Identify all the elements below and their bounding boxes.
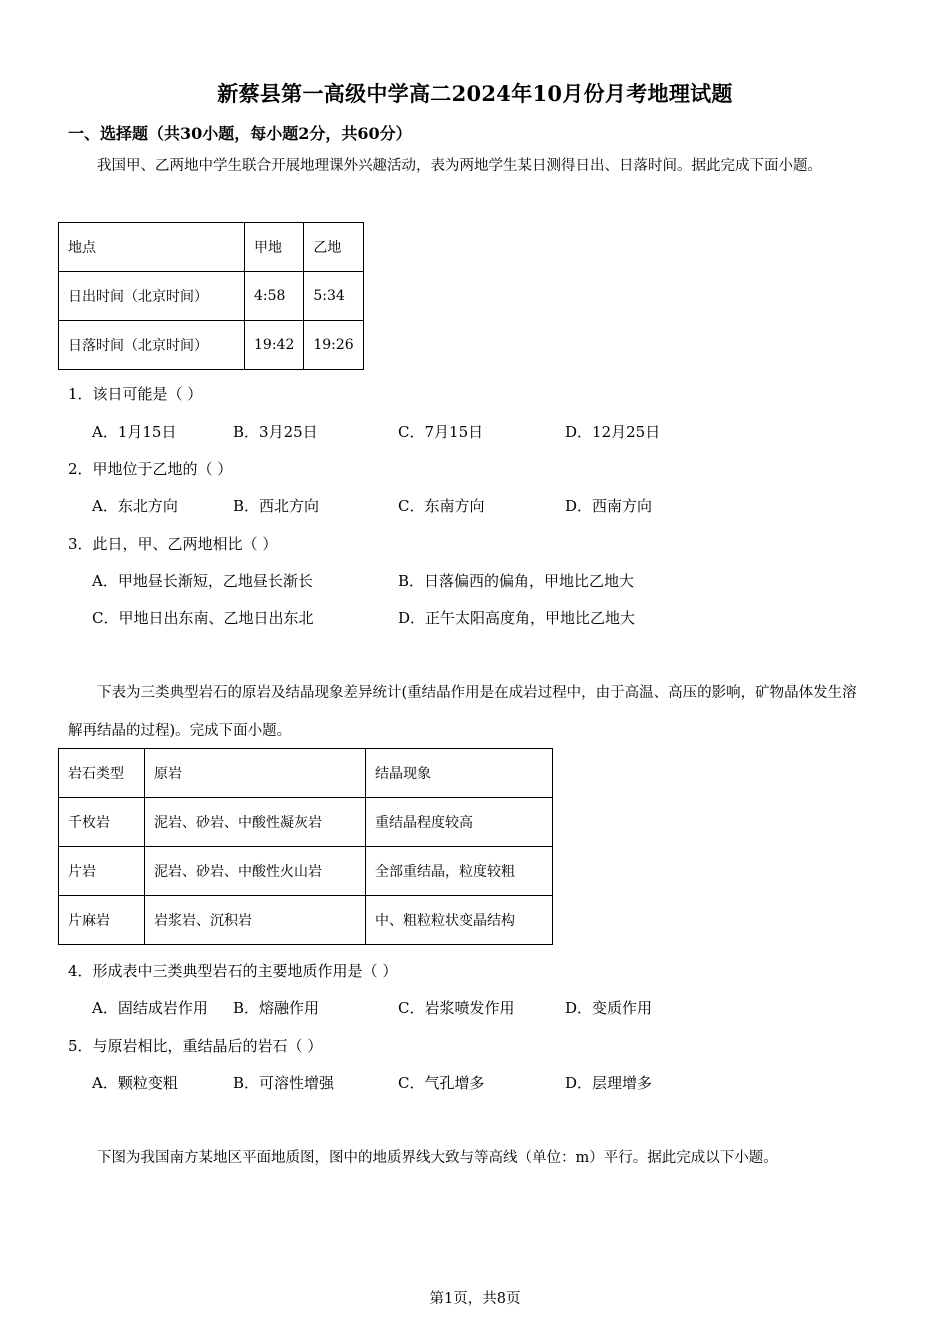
table-cell: 岩浆岩、沉积岩 (145, 896, 366, 945)
table-row (59, 847, 553, 896)
table-cell: 全部重结晶，粒度较粗 (366, 847, 553, 896)
table-cell: 片岩 (59, 847, 145, 896)
table-row (59, 223, 364, 272)
table-row (59, 272, 364, 321)
q5-option-c: C．气孔增多 (398, 1074, 485, 1092)
q1-option-a: A．1月15日 (92, 423, 177, 441)
table-cell: 4:58 (245, 272, 304, 321)
table-cell: 日落时间（北京时间） (59, 321, 245, 370)
table-row (59, 749, 553, 798)
q4-option-c: C．岩浆喷发作用 (398, 999, 515, 1017)
rock-table (58, 748, 553, 945)
q4-option-d: D．变质作用 (565, 999, 653, 1017)
q1-option-b: B．3月25日 (233, 423, 318, 441)
q5-option-a: A．颗粒变粗 (92, 1074, 178, 1092)
q1-option-d: D．12月25日 (565, 423, 661, 441)
q4-option-a: A．固结成岩作用 (92, 999, 208, 1017)
table-cell: 重结晶程度较高 (366, 798, 553, 847)
q4-option-b: B．熔融作用 (233, 999, 320, 1017)
table-cell: 地点 (59, 223, 245, 272)
table-cell: 泥岩、砂岩、中酸性凝灰岩 (145, 798, 366, 847)
q1-option-c: C．7月15日 (398, 423, 484, 441)
table-row (59, 798, 553, 847)
q3-option-a: A．甲地昼长渐短，乙地昼长渐长 (92, 572, 313, 590)
table-cell: 19:26 (304, 321, 363, 370)
table-row (59, 896, 553, 945)
table-cell: 日出时间（北京时间） (59, 272, 245, 321)
q5-option-d: D．层理增多 (565, 1074, 653, 1092)
intro-paragraph-3: 下图为我国南方某地区平面地质图，图中的地质界线大致与等高线（单位：m）平行。据此完成以下小题。 (97, 1150, 778, 1166)
q3-option-c: C．甲地日出东南、乙地日出东北 (92, 609, 314, 627)
q3-option-b: B．日落偏西的偏角，甲地比乙地大 (398, 572, 635, 590)
table-cell: 中、粗粒粒状变晶结构 (366, 896, 553, 945)
table-cell: 甲地 (245, 223, 304, 272)
question-3: 3．此日，甲、乙两地相比（ ） (68, 535, 278, 553)
table-cell: 乙地 (304, 223, 363, 272)
q3-option-d: D．正午太阳高度角，甲地比乙地大 (398, 609, 636, 627)
q2-option-d: D．西南方向 (565, 497, 653, 515)
table-cell: 岩石类型 (59, 749, 145, 798)
question-1: 1．该日可能是（ ） (68, 385, 203, 403)
page-title: 新蔡县第一高级中学高二2024年10月份月考地理试题 (217, 81, 733, 106)
table-cell: 泥岩、砂岩、中酸性火山岩 (145, 847, 366, 896)
page-footer: 第1页，共8页 (429, 1291, 521, 1307)
section-heading: 一、选择题（共30小题，每小题2分，共60分） (68, 124, 412, 143)
table-row (59, 321, 364, 370)
intro-paragraph-1: 我国甲、乙两地中学生联合开展地理课外兴趣活动，表为两地学生某日测得日出、日落时间。据此完成下面小题。 (97, 158, 822, 174)
table-cell: 19:42 (245, 321, 304, 370)
question-5: 5．与原岩相比，重结晶后的岩石（ ） (68, 1037, 323, 1055)
table-cell: 片麻岩 (59, 896, 145, 945)
q2-option-c: C．东南方向 (398, 497, 485, 515)
sunrise-sunset-table (58, 222, 364, 370)
q5-option-b: B．可溶性增强 (233, 1074, 335, 1092)
q2-option-a: A．东北方向 (92, 497, 178, 515)
intro-paragraph-2: 下表为三类典型岩石的原岩及结晶现象差异统计(重结晶作用是在成岩过程中，由于高温、高压的影响，矿物晶体发生溶解再结晶的过程)。完成下面小题。 (68, 685, 857, 739)
table-cell: 5:34 (304, 272, 363, 321)
table-cell: 原岩 (145, 749, 366, 798)
question-4: 4．形成表中三类典型岩石的主要地质作用是（ ） (68, 962, 398, 980)
table-cell: 结晶现象 (366, 749, 553, 798)
table-cell: 千枚岩 (59, 798, 145, 847)
q2-option-b: B．西北方向 (233, 497, 320, 515)
question-2: 2．甲地位于乙地的（ ） (68, 460, 233, 478)
